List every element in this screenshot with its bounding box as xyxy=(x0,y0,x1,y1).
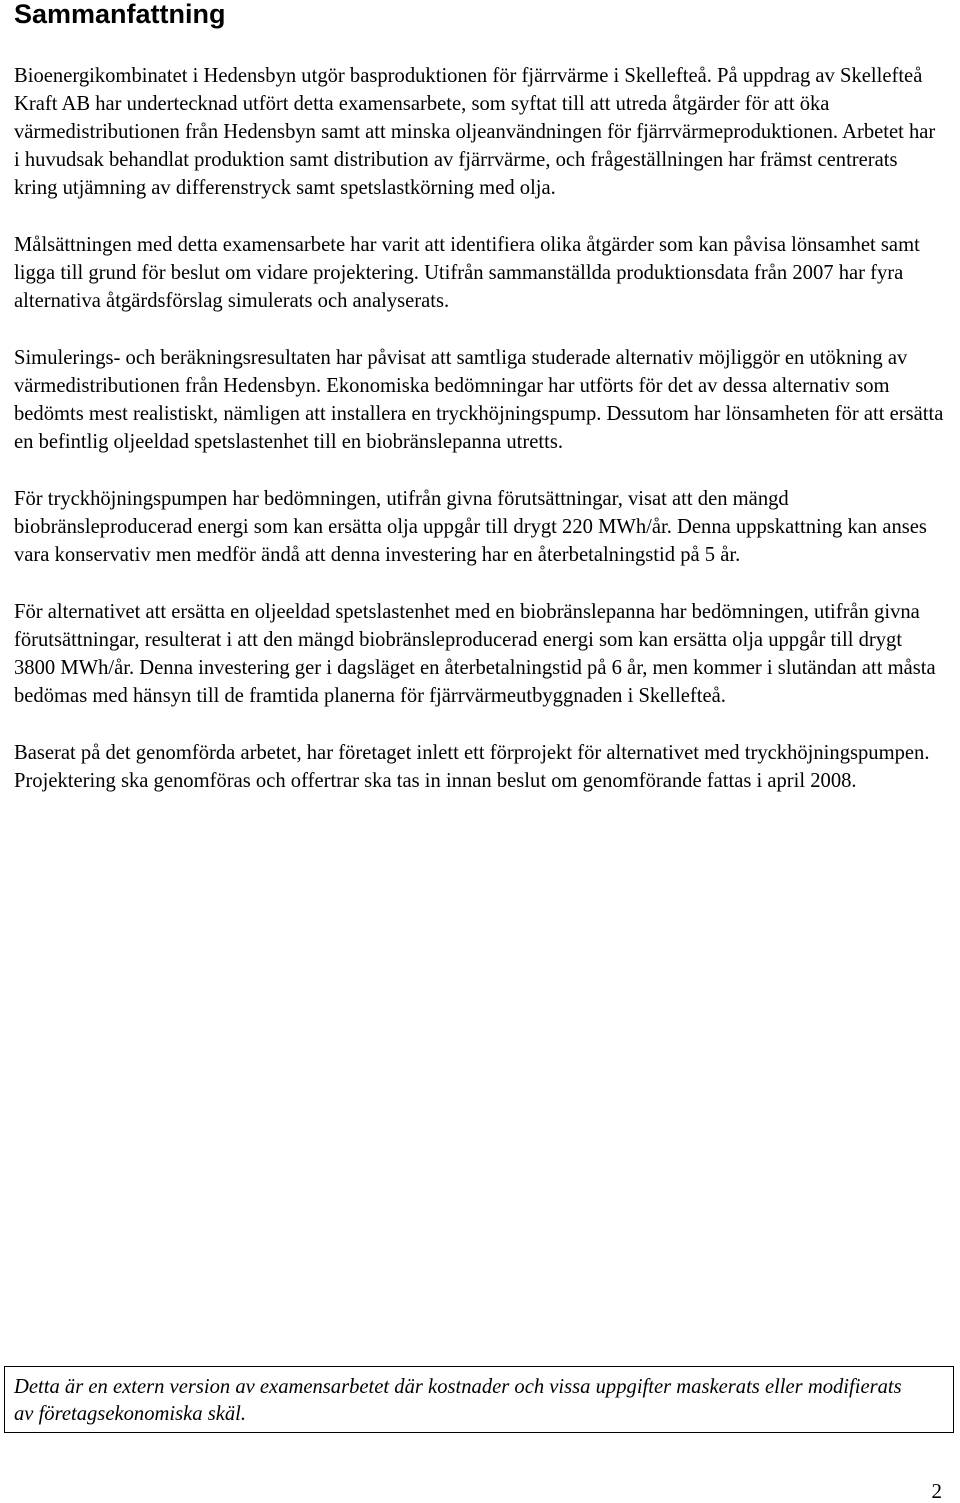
external-version-notice xyxy=(4,1366,954,1433)
paragraph-results: Simulerings- och beräkningsresultaten har påvisat att samtliga studerade alternativ möjliggör en utökning av värmedistributionen från Hedensbyn. Ekonomiska bedömningar har utförts för det av dessa alternativ som bedömts mest realistiskt, nämligen att installera en tryckhöjningspump. Dessutom har lönsamheten för att ersätta en befintlig oljeeldad spetslastenhet till en biobränslepanna utretts. xyxy=(14,347,944,453)
page-number: 2 xyxy=(931,1479,942,1503)
paragraph-conclusion: Baserat på det genomförda arbetet, har företaget inlett ett förprojekt för alternativet med tryckhöjningspumpen. Projektering ska genomföras och offertrar ska tas in innan beslut om genomförande fattas i april 2008. xyxy=(14,742,930,792)
paragraph-intro: Bioenergikombinatet i Hedensbyn utgör basproduktionen för fjärrvärme i Skellefteå. På uppdrag av Skellefteå Kraft AB har undertecknad utfört detta examensarbete, som syftat till att utreda åtgärder för att öka värmedistributionen från Hedensbyn samt att minska oljeanvändningen för fjärrvärmeproduktionen. Arbetet har i huvudsak behandlat produktion samt distribution av fjärrvärme, och frågeställningen har främst centrerats kring utjämning av differenstryck samt spetslastkörning med olja. xyxy=(14,65,936,199)
paragraph-boiler: För alternativet att ersätta en oljeeldad spetslastenhet med en biobränslepanna har bedömningen, utifrån givna förutsättningar, resulterat i att den mängd biobränsleproducerad energi som kan ersätta olja uppgår till drygt 3800 MWh/år. Denna investering ger i dagsläget en återbetalningstid på 6 år, men kommer i slutändan att måsta bedömas med hänsyn till de framtida planerna för fjärrvärmeutbyggnaden i Skellefteå. xyxy=(14,601,936,707)
paragraph-pump: För tryckhöjningspumpen har bedömningen, utifrån givna förutsättningar, visat att den mängd biobränsleproducerad energi som kan ersätta olja uppgår till drygt 220 MWh/år. Denna uppskattning kan anses vara konservativ men medför ändå att denna investering har en återbetalningstid på 5 år. xyxy=(14,488,927,566)
paragraph-objective: Målsättningen med detta examensarbete har varit att identifiera olika åtgärder som kan påvisa lönsamhet samt ligga till grund för beslut om vidare projektering. Utifrån sammanställda produktionsdata från 2007 har fyra alternativa åtgärdsförslag simulerats och analyserats. xyxy=(14,234,920,312)
notice-text: Detta är en extern version av examensarbetet där kostnader och vissa uppgifter maskerats eller modifierats av företagsekonomiska skäl. xyxy=(14,1376,902,1425)
summary-body xyxy=(14,62,944,824)
page-title: Sammanfattning xyxy=(14,0,226,29)
